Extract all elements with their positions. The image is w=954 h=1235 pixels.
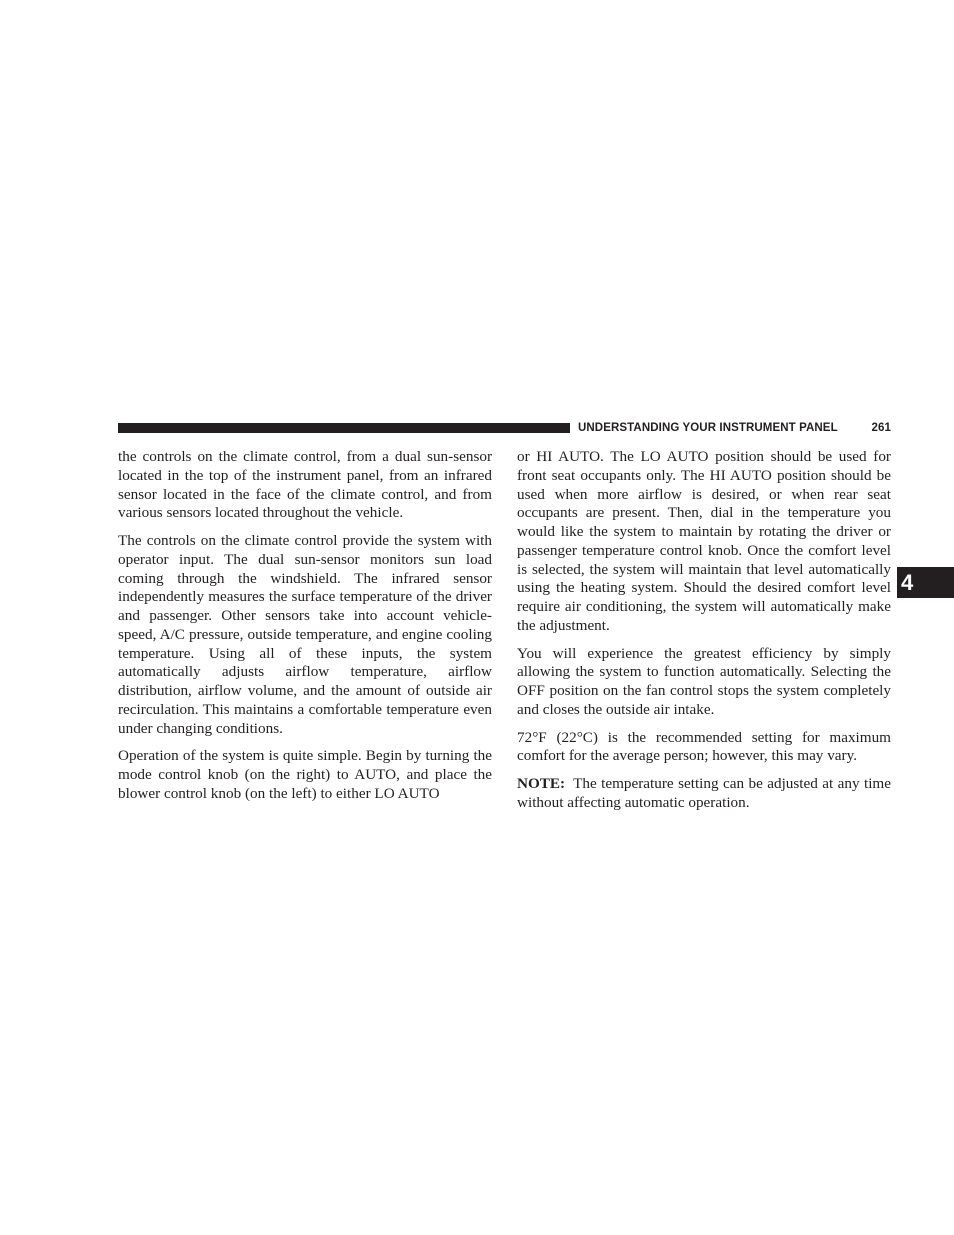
note-label: NOTE: (517, 775, 566, 792)
page-number: 261 (871, 422, 891, 434)
header-rule (118, 423, 570, 433)
left-column (118, 448, 492, 813)
paragraph: The controls on the climate control provide the system with operator input. The dual sun-sensor monitors sun load coming through the windshield. The infrared sensor independently measures the surface temperature of the driver and passenger. Other sensors take into account vehicle-speed, A/C pressure, outside temperature, and engine cooling temperature. Using all of these inputs, the system automatically adjusts airflow temperature, airflow distribution, airflow volume, and the amount of outside air recirculation. This maintains a comfortable temperature even under changing conditions. (118, 532, 492, 737)
note-paragraph (517, 775, 891, 813)
note-text: The temperature setting can be adjusted at any time without affecting automatic operation. (517, 775, 891, 811)
paragraph: the controls on the climate control, from a dual sun-sensor located in the top of the instrument panel, from an infrared sensor located in the face of the climate control, and from various sensors located throughout the vehicle. (118, 448, 492, 522)
running-header (578, 420, 891, 436)
right-column (517, 448, 891, 822)
paragraph: You will experience the greatest efficiency by simply allowing the system to function automatically. Selecting the OFF position on the fan control stops the system completely and closes the outside air intake. (517, 644, 891, 718)
paragraph: 72°F (22°C) is the recommended setting for maximum comfort for the average person; however, this may vary. (517, 728, 891, 765)
paragraph: or HI AUTO. The LO AUTO position should be used for front seat occupants only. The HI AUTO position should be used when more airflow is desired, or when rear seat occupants are present. Then, dial in the temperature you would like the system to maintain by rotating the driver or passenger temperature control knob. Once the comfort level is selected, the system will maintain that level automatically using the heating system. Should the desired comfort level require air conditioning, the system will automatically make the adjustment. (517, 448, 891, 634)
section-title: UNDERSTANDING YOUR INSTRUMENT PANEL (578, 422, 838, 434)
chapter-tab: 4 (897, 567, 954, 598)
paragraph: Operation of the system is quite simple. Begin by turning the mode control knob (on the right) to AUTO, and place the blower control knob (on the left) to either LO AUTO (118, 747, 492, 802)
